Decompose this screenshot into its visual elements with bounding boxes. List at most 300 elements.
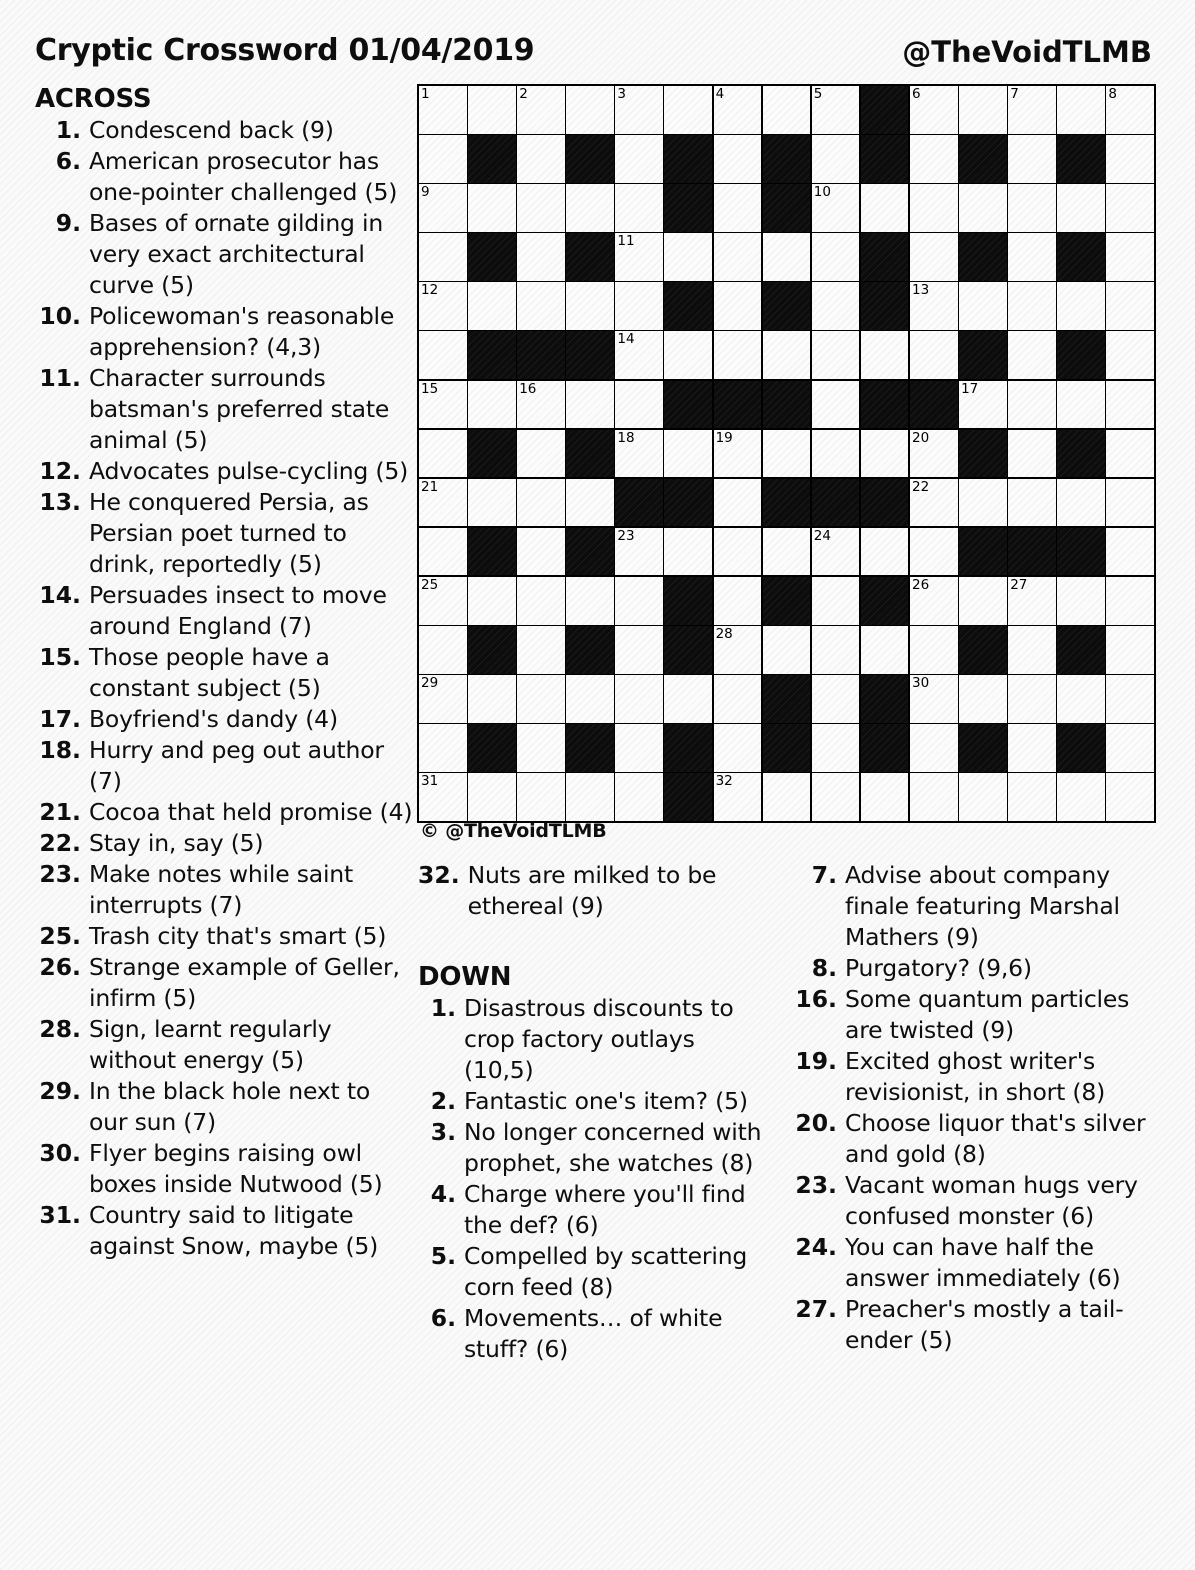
cell-number: 30 [911,675,930,692]
white-cell[interactable] [812,184,860,232]
white-cell[interactable] [664,86,712,134]
white-cell[interactable] [664,675,712,723]
white-cell[interactable] [1057,479,1105,527]
white-cell[interactable] [566,184,614,232]
white-cell[interactable] [812,626,860,674]
white-cell[interactable] [468,479,516,527]
white-cell[interactable] [468,577,516,625]
white-cell[interactable] [1008,479,1056,527]
clue-number: 29. [39,1077,81,1105]
clue-number: 22. [39,829,81,857]
clue-text: Disastrous discounts to crop factory outlays (10,5) [464,994,734,1084]
white-cell[interactable] [1057,675,1105,723]
clue-number: 2. [430,1087,456,1115]
white-cell[interactable] [468,282,516,330]
black-cell [664,479,712,527]
white-cell[interactable] [1106,479,1154,527]
white-cell[interactable] [763,430,811,478]
cell-number: 21 [421,478,439,495]
clue-text: Purgatory? (9,6) [845,954,1032,982]
clue-text: No longer concerned with prophet, she watches (8) [464,1118,762,1177]
white-cell[interactable] [1106,675,1154,723]
white-cell[interactable] [1008,282,1056,330]
clue-item [795,1294,1160,1356]
white-cell[interactable] [812,282,860,330]
white-cell[interactable] [714,675,762,723]
white-cell[interactable] [959,773,1007,821]
white-cell[interactable] [1008,626,1056,674]
black-cell [763,381,811,429]
white-cell[interactable] [1057,773,1105,821]
black-cell [664,135,712,183]
white-cell[interactable] [959,675,1007,723]
black-cell [763,724,811,772]
white-cell[interactable] [1106,626,1154,674]
black-cell [714,381,762,429]
black-cell [664,724,712,772]
white-cell[interactable] [517,233,565,281]
clue-item [795,1232,1160,1294]
white-cell[interactable] [714,233,762,281]
white-cell[interactable] [419,528,467,576]
white-cell[interactable] [763,331,811,379]
white-cell[interactable] [517,479,565,527]
white-cell[interactable] [419,331,467,379]
clue-number: 23. [795,1171,837,1199]
white-cell[interactable] [1008,430,1056,478]
white-cell[interactable] [1106,724,1154,772]
black-cell [468,528,516,576]
white-cell[interactable] [615,577,663,625]
white-cell[interactable] [1008,86,1056,134]
white-cell[interactable] [419,675,467,723]
clue-text: Make notes while saint interrupts (7) [89,860,354,919]
white-cell[interactable] [664,331,712,379]
white-cell[interactable] [959,381,1007,429]
white-cell[interactable] [1057,381,1105,429]
black-cell [1057,724,1105,772]
white-cell[interactable] [812,430,860,478]
white-cell[interactable] [615,528,663,576]
clue-number: 9. [55,209,81,237]
white-cell[interactable] [517,430,565,478]
white-cell[interactable] [468,675,516,723]
white-cell[interactable] [812,577,860,625]
white-cell[interactable] [419,626,467,674]
white-cell[interactable] [1008,381,1056,429]
clue-item [418,1179,770,1241]
black-cell [959,528,1007,576]
white-cell[interactable] [566,282,614,330]
clue-number: 27. [795,1295,837,1323]
cell-number: 17 [961,380,979,397]
clue-item [35,1138,415,1200]
black-cell [566,626,614,674]
clue-text: Character surrounds batsman's preferred state animal (5) [89,364,390,454]
clue-text: Condescend back (9) [89,116,334,144]
white-cell[interactable] [910,675,958,723]
author-handle: @TheVoidTLMB [902,35,1152,69]
white-cell[interactable] [714,86,762,134]
white-cell[interactable] [468,381,516,429]
clue-number: 16. [795,985,837,1013]
clue-text: Flyer begins raising owl boxes inside Nutwood (5) [89,1139,383,1198]
white-cell[interactable] [1106,430,1154,478]
white-cell[interactable] [714,430,762,478]
cell-number: 28 [715,626,733,643]
white-cell[interactable] [763,528,811,576]
black-cell [566,430,614,478]
clue-item [35,735,415,797]
white-cell[interactable] [566,479,614,527]
white-cell[interactable] [714,331,762,379]
cell-number: 13 [911,282,930,299]
white-cell[interactable] [763,626,811,674]
white-cell[interactable] [615,331,663,379]
black-cell [566,135,614,183]
black-cell [517,331,565,379]
white-cell[interactable] [861,430,909,478]
white-cell[interactable] [910,577,958,625]
white-cell[interactable] [1008,773,1056,821]
white-cell[interactable] [861,184,909,232]
clue-text: Advise about company finale featuring Marshal Mathers (9) [845,861,1120,951]
clue-text: Country said to litigate against Snow, maybe (5) [89,1201,379,1260]
white-cell[interactable] [861,528,909,576]
black-cell [910,381,958,429]
white-cell[interactable] [1057,184,1105,232]
clue-number: 6. [55,147,81,175]
white-cell[interactable] [714,528,762,576]
white-cell[interactable] [517,282,565,330]
white-cell[interactable] [1106,282,1154,330]
clue-text: Strange example of Geller, infirm (5) [89,953,400,1012]
white-cell[interactable] [419,724,467,772]
white-cell[interactable] [812,528,860,576]
clue-number: 23. [39,860,81,888]
white-cell[interactable] [1106,331,1154,379]
white-cell[interactable] [615,381,663,429]
clue-number: 20. [795,1109,837,1137]
white-cell[interactable] [664,528,712,576]
white-cell[interactable] [763,86,811,134]
white-cell[interactable] [812,675,860,723]
clue-text: He conquered Persia, as Persian poet turned to drink, reportedly (5) [89,488,369,578]
white-cell[interactable] [1106,233,1154,281]
white-cell[interactable] [910,724,958,772]
white-cell[interactable] [861,626,909,674]
white-cell[interactable] [1008,135,1056,183]
white-cell[interactable] [714,282,762,330]
black-cell [861,233,909,281]
black-cell [861,724,909,772]
black-cell [959,626,1007,674]
clue-text: Choose liquor that's silver and gold (8) [845,1109,1146,1168]
white-cell[interactable] [959,184,1007,232]
clue-number: 17. [39,705,81,733]
white-cell[interactable] [714,724,762,772]
white-cell[interactable] [714,135,762,183]
white-cell[interactable] [959,282,1007,330]
white-cell[interactable] [910,233,958,281]
clue-text: Persuades insect to move around England (7) [89,581,387,640]
across-clues-column [35,84,415,1262]
white-cell[interactable] [812,773,860,821]
across-clue-list [35,115,415,1262]
white-cell[interactable] [517,626,565,674]
cell-number: 16 [519,380,537,397]
clue-item [35,456,415,487]
white-cell[interactable] [763,773,811,821]
clue-number: 18. [39,736,81,764]
clue-item [35,208,415,301]
cell-number: 22 [911,478,930,495]
white-cell[interactable] [812,381,860,429]
white-cell[interactable] [861,331,909,379]
white-cell[interactable] [812,86,860,134]
clue-text: Boyfriend's dandy (4) [89,705,338,733]
white-cell[interactable] [714,577,762,625]
clue-item [35,1076,415,1138]
white-cell[interactable] [566,381,614,429]
white-cell[interactable] [1106,577,1154,625]
clue-item [35,115,415,146]
black-cell [468,430,516,478]
cell-number: 10 [813,184,831,201]
white-cell[interactable] [615,233,663,281]
black-cell [763,479,811,527]
cell-number: 3 [617,86,626,102]
white-cell[interactable] [1106,381,1154,429]
white-cell[interactable] [1106,86,1154,134]
white-cell[interactable] [1057,86,1105,134]
white-cell[interactable] [468,86,516,134]
white-cell[interactable] [910,86,958,134]
down-clue-list [418,993,770,1365]
white-cell[interactable] [517,86,565,134]
white-cell[interactable] [419,86,467,134]
white-cell[interactable] [615,135,663,183]
cell-number: 9 [421,184,430,201]
white-cell[interactable] [812,331,860,379]
white-cell[interactable] [1008,233,1056,281]
cell-number: 24 [813,527,831,544]
cell-number: 19 [715,429,733,446]
clue-number: 5. [430,1242,456,1270]
white-cell[interactable] [615,430,663,478]
clue-item [795,984,1160,1046]
cell-number: 27 [1010,576,1028,593]
white-cell[interactable] [959,479,1007,527]
white-cell[interactable] [1106,184,1154,232]
clue-text: Bases of ornate gilding in very exact architectural curve (5) [89,209,384,299]
white-cell[interactable] [468,773,516,821]
white-cell[interactable] [910,135,958,183]
right-clues-column [795,860,1160,1356]
clue-number: 1. [430,994,456,1022]
white-cell[interactable] [468,184,516,232]
white-cell[interactable] [1008,184,1056,232]
black-cell [664,773,712,821]
clue-number: 30. [39,1139,81,1167]
white-cell[interactable] [615,773,663,821]
clue-number: 4. [430,1180,456,1208]
black-cell [861,86,909,134]
white-cell[interactable] [910,282,958,330]
clue-text: Charge where you'll find the def? (6) [464,1180,746,1239]
white-cell[interactable] [714,184,762,232]
white-cell[interactable] [763,233,811,281]
white-cell[interactable] [566,577,614,625]
white-cell[interactable] [959,86,1007,134]
black-cell [468,331,516,379]
cell-number: 1 [421,86,430,102]
white-cell[interactable] [517,675,565,723]
white-cell[interactable] [615,724,663,772]
black-cell [959,724,1007,772]
white-cell[interactable] [419,233,467,281]
white-cell[interactable] [419,282,467,330]
clue-number: 26. [39,953,81,981]
white-cell[interactable] [910,184,958,232]
clue-text: Vacant woman hugs very confused monster (6) [845,1171,1138,1230]
cell-number: 11 [617,233,635,250]
white-cell[interactable] [1106,773,1154,821]
white-cell[interactable] [1057,282,1105,330]
clue-text: Stay in, say (5) [89,829,264,857]
black-cell [959,233,1007,281]
cell-number: 7 [1010,86,1019,102]
black-cell [664,282,712,330]
white-cell[interactable] [517,577,565,625]
page-title: Cryptic Crossword 01/04/2019 [35,33,535,68]
white-cell[interactable] [861,773,909,821]
cell-number: 23 [617,527,635,544]
white-cell[interactable] [910,528,958,576]
cell-number: 20 [911,429,930,446]
white-cell[interactable] [419,381,467,429]
white-cell[interactable] [517,135,565,183]
crossword-grid [417,84,1156,823]
down-clue-list-continued [795,860,1160,1356]
black-cell [664,626,712,674]
white-cell[interactable] [1106,528,1154,576]
black-cell [566,724,614,772]
white-cell[interactable] [419,430,467,478]
clue-number: 25. [39,922,81,950]
white-cell[interactable] [910,626,958,674]
clue-item [35,1200,415,1262]
black-cell [664,577,712,625]
clue-item [35,704,415,735]
clue-text: Hurry and peg out author (7) [89,736,384,795]
white-cell[interactable] [566,86,614,134]
black-cell [959,331,1007,379]
black-cell [615,479,663,527]
white-cell[interactable] [1106,135,1154,183]
white-cell[interactable] [910,773,958,821]
white-cell[interactable] [714,626,762,674]
white-cell[interactable] [910,430,958,478]
copyright-line: © @TheVoidTLMB [420,820,607,842]
white-cell[interactable] [517,773,565,821]
white-cell[interactable] [615,675,663,723]
black-cell [763,675,811,723]
cell-number: 32 [715,773,733,790]
white-cell[interactable] [1008,675,1056,723]
black-cell [1057,430,1105,478]
black-cell [959,430,1007,478]
clue-item [35,487,415,580]
clue-number: 28. [39,1015,81,1043]
clue-number: 13. [39,488,81,516]
clue-text: Movements… of white stuff? (6) [464,1304,723,1363]
black-cell [664,184,712,232]
white-cell[interactable] [664,430,712,478]
cell-number: 26 [911,576,930,593]
clue-text: American prosecutor has one-pointer challenged (5) [89,147,398,206]
white-cell[interactable] [419,184,467,232]
black-cell [566,528,614,576]
white-cell[interactable] [1057,577,1105,625]
white-cell[interactable] [517,184,565,232]
white-cell[interactable] [615,86,663,134]
white-cell[interactable] [517,528,565,576]
white-cell[interactable] [812,135,860,183]
white-cell[interactable] [566,675,614,723]
clue-number: 32. [418,861,460,889]
white-cell[interactable] [419,773,467,821]
white-cell[interactable] [1008,577,1056,625]
clue-text: Compelled by scattering corn feed (8) [464,1242,748,1301]
clue-item [35,828,415,859]
clue-text: In the black hole next to our sun (7) [89,1077,371,1136]
white-cell[interactable] [517,381,565,429]
white-cell[interactable] [812,724,860,772]
white-cell[interactable] [812,233,860,281]
white-cell[interactable] [615,626,663,674]
clue-text: Those people have a constant subject (5) [89,643,330,702]
clue-number: 24. [795,1233,837,1261]
clue-number: 3. [430,1118,456,1146]
white-cell[interactable] [517,724,565,772]
white-cell[interactable] [615,282,663,330]
white-cell[interactable] [714,773,762,821]
white-cell[interactable] [419,479,467,527]
white-cell[interactable] [419,135,467,183]
white-cell[interactable] [419,577,467,625]
black-cell [1057,135,1105,183]
white-cell[interactable] [910,331,958,379]
clue-text: Cocoa that held promise (4) [89,798,413,826]
white-cell[interactable] [959,577,1007,625]
white-cell[interactable] [1008,331,1056,379]
white-cell[interactable] [714,479,762,527]
clue-number: 19. [795,1047,837,1075]
cell-number: 18 [617,429,635,446]
white-cell[interactable] [566,773,614,821]
across-heading: ACROSS [35,84,152,114]
cell-number: 25 [421,576,439,593]
white-cell[interactable] [1008,724,1056,772]
clue-item [35,642,415,704]
clue-text: Excited ghost writer's revisionist, in short (8) [845,1047,1106,1106]
black-cell [812,479,860,527]
black-cell [959,135,1007,183]
white-cell[interactable] [664,233,712,281]
white-cell[interactable] [910,479,958,527]
white-cell[interactable] [615,184,663,232]
